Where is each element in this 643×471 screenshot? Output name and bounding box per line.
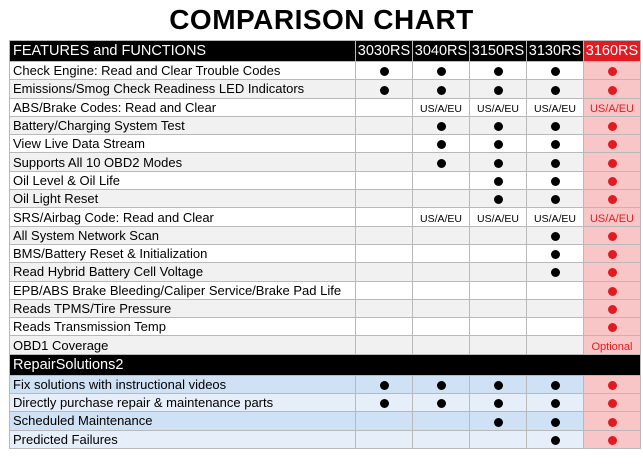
feature-support-cell — [356, 430, 413, 448]
feature-support-cell — [413, 318, 470, 336]
table-row — [10, 318, 641, 336]
feature-support-cell — [470, 190, 527, 208]
feature-support-cell — [527, 116, 584, 134]
feature-support-cell — [413, 190, 470, 208]
supported-dot-icon — [551, 436, 560, 445]
supported-dot-icon — [437, 86, 446, 95]
supported-dot-icon — [551, 268, 560, 277]
feature-support-cell — [356, 208, 413, 226]
supported-dot-icon — [494, 86, 503, 95]
feature-support-cell — [470, 135, 527, 153]
supported-dot-icon — [608, 159, 617, 168]
feature-support-cell — [356, 135, 413, 153]
feature-support-cell — [356, 171, 413, 189]
support-text: US/A/EU — [476, 102, 519, 115]
feature-support-cell — [470, 336, 527, 354]
feature-support-cell — [470, 62, 527, 80]
feature-support-cell — [527, 375, 584, 393]
support-text: US/A/EU — [589, 212, 634, 225]
supported-dot-icon — [551, 122, 560, 131]
feature-support-cell — [470, 208, 527, 226]
features-column-header: FEATURES and FUNCTIONS — [10, 41, 356, 62]
supported-dot-icon — [608, 287, 617, 296]
feature-support-cell — [527, 244, 584, 262]
table-row — [10, 208, 641, 226]
feature-support-cell — [413, 375, 470, 393]
supported-dot-icon — [551, 250, 560, 259]
feature-support-cell — [413, 208, 470, 226]
feature-label: Emissions/Smog Check Readiness LED Indicators — [10, 80, 356, 98]
feature-support-cell — [584, 190, 641, 208]
supported-dot-icon — [608, 399, 617, 408]
feature-support-cell — [413, 153, 470, 171]
supported-dot-icon — [551, 177, 560, 186]
supported-dot-icon — [380, 399, 389, 408]
feature-support-cell — [356, 336, 413, 354]
supported-dot-icon — [494, 381, 503, 390]
feature-support-cell — [470, 394, 527, 412]
supported-dot-icon — [551, 159, 560, 168]
model-column-header: 3030RS — [356, 41, 413, 62]
support-text: US/A/EU — [419, 212, 462, 225]
feature-support-cell — [470, 412, 527, 430]
feature-support-cell — [584, 263, 641, 281]
feature-label: Scheduled Maintenance — [10, 412, 356, 430]
table-row — [10, 98, 641, 116]
model-column-header: 3150RS — [470, 41, 527, 62]
support-text: US/A/EU — [476, 212, 519, 225]
feature-support-cell — [413, 244, 470, 262]
feature-support-cell — [527, 412, 584, 430]
supported-dot-icon — [551, 418, 560, 427]
table-row — [10, 244, 641, 262]
feature-support-cell — [527, 153, 584, 171]
feature-support-cell — [413, 98, 470, 116]
supported-dot-icon — [551, 195, 560, 204]
supported-dot-icon — [494, 399, 503, 408]
supported-dot-icon — [608, 86, 617, 95]
table-row — [10, 80, 641, 98]
feature-support-cell — [527, 318, 584, 336]
supported-dot-icon — [494, 195, 503, 204]
highlighted-model-column-header: 3160RS — [584, 41, 641, 62]
feature-support-cell — [470, 80, 527, 98]
table-row — [10, 190, 641, 208]
feature-support-cell — [413, 394, 470, 412]
model-column-header: 3130RS — [527, 41, 584, 62]
feature-support-cell — [584, 430, 641, 448]
supported-dot-icon — [494, 67, 503, 76]
support-text: US/A/EU — [589, 102, 634, 115]
feature-support-cell — [584, 336, 641, 354]
support-text: US/A/EU — [533, 102, 576, 115]
feature-support-cell — [413, 116, 470, 134]
feature-support-cell — [584, 244, 641, 262]
feature-support-cell — [356, 299, 413, 317]
table-row — [10, 281, 641, 299]
feature-support-cell — [470, 281, 527, 299]
feature-support-cell — [584, 98, 641, 116]
feature-support-cell — [527, 263, 584, 281]
table-row — [10, 263, 641, 281]
feature-label: Check Engine: Read and Clear Trouble Codes — [10, 62, 356, 80]
supported-dot-icon — [608, 381, 617, 390]
feature-support-cell — [413, 412, 470, 430]
feature-support-cell — [584, 171, 641, 189]
feature-support-cell — [527, 171, 584, 189]
supported-dot-icon — [608, 305, 617, 314]
feature-support-cell — [413, 430, 470, 448]
feature-support-cell — [413, 336, 470, 354]
supported-dot-icon — [608, 140, 617, 149]
supported-dot-icon — [608, 177, 617, 186]
supported-dot-icon — [494, 177, 503, 186]
supported-dot-icon — [494, 418, 503, 427]
feature-support-cell — [413, 281, 470, 299]
feature-label: Read Hybrid Battery Cell Voltage — [10, 263, 356, 281]
feature-support-cell — [470, 226, 527, 244]
supported-dot-icon — [437, 140, 446, 149]
feature-support-cell — [470, 430, 527, 448]
feature-support-cell — [356, 62, 413, 80]
feature-label: Oil Level & Oil Life — [10, 171, 356, 189]
feature-support-cell — [584, 135, 641, 153]
feature-label: Supports All 10 OBD2 Modes — [10, 153, 356, 171]
feature-support-cell — [413, 171, 470, 189]
supported-dot-icon — [551, 232, 560, 241]
feature-support-cell — [356, 318, 413, 336]
table-row — [10, 375, 641, 393]
feature-label: View Live Data Stream — [10, 135, 356, 153]
supported-dot-icon — [608, 195, 617, 204]
feature-support-cell — [584, 62, 641, 80]
feature-support-cell — [527, 98, 584, 116]
feature-label: Reads TPMS/Tire Pressure — [10, 299, 356, 317]
supported-dot-icon — [551, 86, 560, 95]
feature-support-cell — [584, 116, 641, 134]
feature-support-cell — [584, 208, 641, 226]
feature-support-cell — [527, 135, 584, 153]
supported-dot-icon — [608, 122, 617, 131]
feature-support-cell — [584, 80, 641, 98]
table-row — [10, 116, 641, 134]
supported-dot-icon — [380, 86, 389, 95]
feature-support-cell — [470, 299, 527, 317]
supported-dot-icon — [608, 418, 617, 427]
feature-support-cell — [527, 226, 584, 244]
feature-label: Reads Transmission Temp — [10, 318, 356, 336]
feature-support-cell — [356, 412, 413, 430]
supported-dot-icon — [494, 159, 503, 168]
table-row — [10, 430, 641, 448]
feature-support-cell — [527, 430, 584, 448]
supported-dot-icon — [437, 159, 446, 168]
feature-label: EPB/ABS Brake Bleeding/Caliper Service/Brake Pad Life — [10, 281, 356, 299]
feature-support-cell — [413, 135, 470, 153]
table-row — [10, 153, 641, 171]
supported-dot-icon — [608, 323, 617, 332]
table-row — [10, 299, 641, 317]
feature-support-cell — [584, 281, 641, 299]
feature-support-cell — [470, 244, 527, 262]
feature-support-cell — [356, 394, 413, 412]
feature-support-cell — [470, 318, 527, 336]
feature-support-cell — [584, 299, 641, 317]
feature-support-cell — [356, 281, 413, 299]
feature-support-cell — [527, 299, 584, 317]
page-title: COMPARISON CHART — [169, 4, 474, 35]
feature-support-cell — [584, 412, 641, 430]
table-row — [10, 171, 641, 189]
supported-dot-icon — [608, 268, 617, 277]
supported-dot-icon — [551, 67, 560, 76]
feature-label: SRS/Airbag Code: Read and Clear — [10, 208, 356, 226]
feature-support-cell — [356, 244, 413, 262]
feature-support-cell — [470, 171, 527, 189]
support-text: US/A/EU — [419, 102, 462, 115]
feature-support-cell — [413, 226, 470, 244]
feature-support-cell — [470, 98, 527, 116]
supported-dot-icon — [437, 122, 446, 131]
feature-support-cell — [356, 153, 413, 171]
table-row — [10, 226, 641, 244]
section-title: RepairSolutions2 — [10, 354, 641, 375]
feature-support-cell — [584, 226, 641, 244]
feature-label: Predicted Failures — [10, 430, 356, 448]
supported-dot-icon — [608, 232, 617, 241]
feature-label: Oil Light Reset — [10, 190, 356, 208]
supported-dot-icon — [551, 381, 560, 390]
table-header-row — [10, 41, 641, 62]
table-row — [10, 394, 641, 412]
feature-support-cell — [527, 208, 584, 226]
support-text: Optional — [591, 340, 633, 353]
feature-support-cell — [584, 394, 641, 412]
supported-dot-icon — [551, 140, 560, 149]
feature-support-cell — [356, 375, 413, 393]
table-row — [10, 336, 641, 354]
feature-support-cell — [356, 98, 413, 116]
feature-support-cell — [356, 80, 413, 98]
feature-support-cell — [470, 263, 527, 281]
feature-support-cell — [413, 80, 470, 98]
supported-dot-icon — [437, 67, 446, 76]
feature-label: BMS/Battery Reset & Initialization — [10, 244, 356, 262]
supported-dot-icon — [380, 381, 389, 390]
feature-support-cell — [584, 375, 641, 393]
feature-support-cell — [527, 80, 584, 98]
feature-label: All System Network Scan — [10, 226, 356, 244]
supported-dot-icon — [437, 399, 446, 408]
feature-support-cell — [470, 375, 527, 393]
feature-label: OBD1 Coverage — [10, 336, 356, 354]
supported-dot-icon — [551, 399, 560, 408]
feature-support-cell — [356, 190, 413, 208]
supported-dot-icon — [494, 122, 503, 131]
supported-dot-icon — [380, 67, 389, 76]
supported-dot-icon — [437, 381, 446, 390]
supported-dot-icon — [608, 67, 617, 76]
feature-support-cell — [356, 226, 413, 244]
support-text: US/A/EU — [533, 212, 576, 225]
table-row — [10, 135, 641, 153]
table-row — [10, 412, 641, 430]
feature-support-cell — [527, 394, 584, 412]
feature-label: Directly purchase repair & maintenance parts — [10, 394, 356, 412]
feature-support-cell — [470, 153, 527, 171]
feature-support-cell — [356, 116, 413, 134]
model-column-header: 3040RS — [413, 41, 470, 62]
supported-dot-icon — [608, 250, 617, 259]
feature-support-cell — [584, 318, 641, 336]
feature-support-cell — [527, 190, 584, 208]
supported-dot-icon — [608, 436, 617, 445]
comparison-table — [9, 40, 641, 449]
feature-support-cell — [413, 263, 470, 281]
table-row — [10, 62, 641, 80]
feature-support-cell — [584, 153, 641, 171]
feature-support-cell — [356, 263, 413, 281]
feature-support-cell — [413, 299, 470, 317]
section-header-row — [10, 354, 641, 375]
feature-support-cell — [413, 62, 470, 80]
feature-label: Fix solutions with instructional videos — [10, 375, 356, 393]
feature-support-cell — [527, 281, 584, 299]
feature-label: Battery/Charging System Test — [10, 116, 356, 134]
feature-support-cell — [527, 336, 584, 354]
feature-support-cell — [470, 116, 527, 134]
feature-support-cell — [527, 62, 584, 80]
supported-dot-icon — [494, 140, 503, 149]
feature-label: ABS/Brake Codes: Read and Clear — [10, 98, 356, 116]
